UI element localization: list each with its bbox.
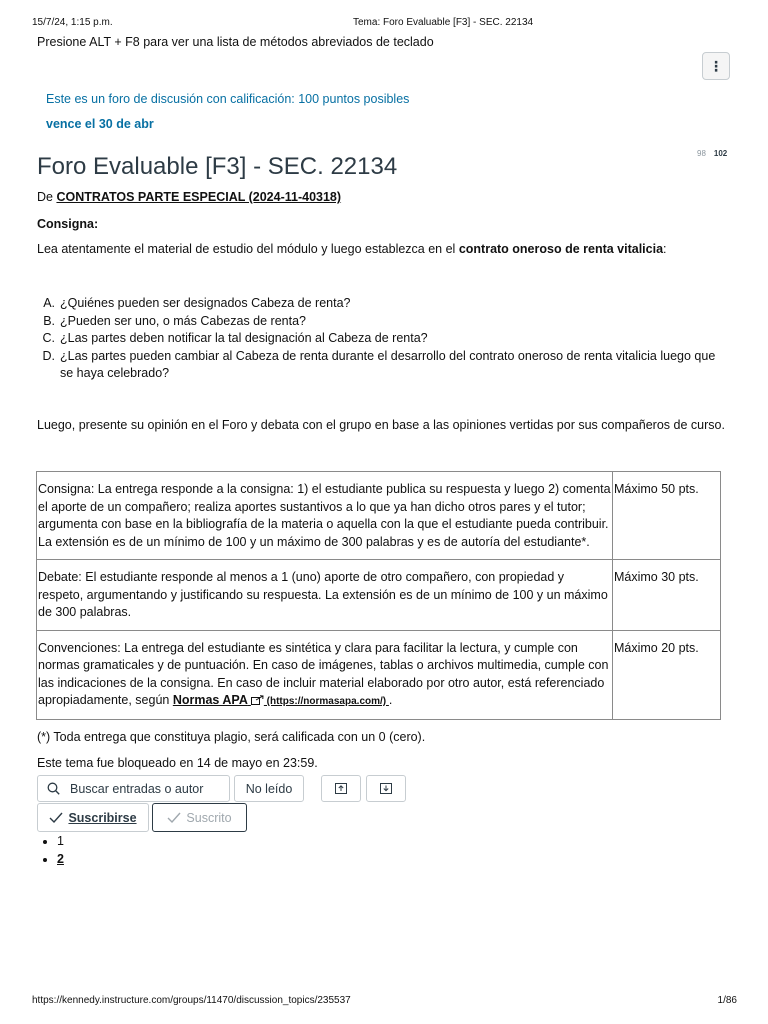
unread-filter-button[interactable]: No leído xyxy=(234,775,304,802)
subscribe-button[interactable] xyxy=(37,803,149,832)
course-link[interactable]: CONTRATOS PARTE ESPECIAL (2024-11-40318) xyxy=(56,190,342,204)
list-item xyxy=(37,295,727,313)
external-link-icon xyxy=(251,695,264,705)
instruction-text xyxy=(37,242,667,256)
checkmark-icon xyxy=(167,812,181,823)
byline xyxy=(37,190,341,204)
print-url: https://kennedy.instructure.com/groups/11470/discussion_topics/235537 xyxy=(32,995,351,1006)
table-row xyxy=(37,630,721,719)
rubric-tail: . xyxy=(388,693,393,707)
keyboard-shortcut-hint: Presione ALT + F8 para ver una lista de métodos abreviados de teclado xyxy=(37,35,434,49)
count-second: 102 xyxy=(713,149,728,158)
due-date: vence el 30 de abr xyxy=(46,117,154,131)
rubric-points: Máximo 50 pts. xyxy=(613,472,721,560)
page-link-current[interactable]: • 2 xyxy=(57,850,64,868)
search-icon xyxy=(47,782,60,795)
rubric-table xyxy=(36,471,721,720)
list-item xyxy=(37,330,727,348)
byline-prefix: De xyxy=(37,190,57,204)
page-link[interactable]: • 1 xyxy=(57,832,64,850)
locked-note: Este tema fue bloqueado en 14 de mayo en 23:59. xyxy=(37,756,318,770)
question-text: ¿Quiénes pueden ser designados Cabeza de renta? xyxy=(60,296,351,310)
rubric-criterion: Debate: El estudiante responde al menos a 1 (uno) aporte de otro compañero, con propiedad y respeto, argumentando y justificando su respuesta. La extensión es de un mínimo de 100 y un máximo de 300 palabras. xyxy=(37,560,613,631)
instruction-bold: contrato oneroso de renta vitalicia xyxy=(458,242,664,256)
page-title: Foro Evaluable [F3] - SEC. 22134 xyxy=(37,153,398,180)
rubric-criterion-cell xyxy=(37,630,613,719)
plagiarism-note: (*) Toda entrega que constituya plagio, será calificada con un 0 (cero). xyxy=(37,730,426,744)
normas-apa-link[interactable] xyxy=(173,693,389,707)
question-letter: D. xyxy=(42,348,55,363)
subscribed-label: Suscrito xyxy=(186,810,232,825)
rubric-points: Máximo 30 pts. xyxy=(613,560,721,631)
options-menu-button[interactable] xyxy=(702,52,730,80)
kebab-menu-icon: ⋮ xyxy=(709,57,723,74)
instruction-before: Lea atentamente el material de estudio del módulo y luego establezca en el xyxy=(37,242,459,256)
question-text: ¿Las partes pueden cambiar al Cabeza de renta durante el desarrollo del contrato oneroso de renta vitalicia luego que se haya celebrado? xyxy=(60,348,716,380)
question-text: ¿Pueden ser uno, o más Cabezas de renta? xyxy=(60,313,306,328)
collapse-button[interactable] xyxy=(366,775,406,802)
list-item xyxy=(37,313,727,331)
instruction-after: : xyxy=(663,242,667,256)
subscribe-label: Suscribirse xyxy=(68,810,137,825)
debate-instruction: Luego, presente su opinión en el Foro y debata con el grupo en base a las opiniones vertidas por sus compañeros de curso. xyxy=(37,418,725,432)
expand-button[interactable] xyxy=(321,775,361,802)
search-input[interactable] xyxy=(68,781,222,797)
normas-apa-url: (https://normasapa.com/) xyxy=(263,696,389,707)
question-letter: C. xyxy=(42,331,55,345)
rubric-points: Máximo 20 pts. xyxy=(613,630,721,719)
pagination xyxy=(37,832,64,868)
subscribed-button[interactable] xyxy=(152,803,247,832)
consigna-label: Consigna: xyxy=(37,217,99,231)
expand-threads-icon xyxy=(335,783,347,794)
reply-counts xyxy=(697,149,727,158)
graded-discussion-note: Este es un foro de discusión con calificación: 100 puntos posibles xyxy=(46,92,410,106)
table-row xyxy=(37,560,721,631)
search-field[interactable] xyxy=(37,775,230,802)
question-letter: A. xyxy=(43,296,55,310)
question-letter: B. xyxy=(43,313,55,328)
print-datetime: 15/7/24, 1:15 p.m. xyxy=(32,17,113,28)
list-item xyxy=(37,348,727,383)
rubric-criterion: Consigna: La entrega responde a la consigna: 1) el estudiante publica su respuesta y luego 2) comenta el aporte de un compañero; realiza aportes sustantivos a lo que ya han dicho otros pares y el tutor; argumenta con base en la bibliografía de la materia o aquella con la que el estudiante pueda contribuir. La extensión es de un mínimo de 100 y un máximo de 300 palabras y es de autoría del estudiante*. xyxy=(37,472,613,560)
question-list xyxy=(37,295,727,383)
table-row xyxy=(37,472,721,560)
rubric-criterion: Convenciones: La entrega del estudiante es sintética y clara para facilitar la lectura, y cumple con normas gramaticales y de puntuación. En caso de imágenes, tablas o archivos multimedia, cumple con las indicaciones de la consigna. En caso de incluir material elaborado por otro autor, está referenciado apropiadamente, según xyxy=(38,640,609,707)
print-doc-title: Tema: Foro Evaluable [F3] - SEC. 22134 xyxy=(353,17,534,28)
question-text: ¿Las partes deben notificar la tal designación al Cabeza de renta? xyxy=(60,331,428,345)
normas-apa-label: Normas APA xyxy=(172,693,248,707)
collapse-threads-icon xyxy=(380,783,392,794)
print-page-number: 1/86 xyxy=(717,995,737,1006)
count-first: 98 xyxy=(697,149,706,158)
checkmark-icon xyxy=(49,812,63,823)
